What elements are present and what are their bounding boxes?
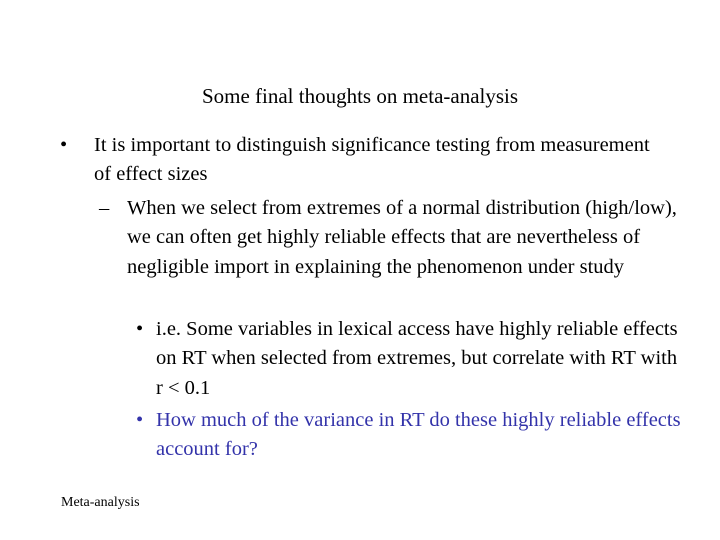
bullet-level3-question bbox=[136, 406, 686, 465]
bullet-text: i.e. Some variables in lexical access have highly reliable effects on RT when selected from extremes, but correlate with RT with r < 0.1 bbox=[156, 318, 678, 399]
bullet-marker: • bbox=[136, 318, 144, 340]
bullet-text: It is important to distinguish significance testing from measurement of effect sizes bbox=[94, 134, 650, 186]
slide-footer: Meta-analysis bbox=[61, 495, 140, 510]
bullet-level3-example bbox=[136, 315, 686, 403]
bullet-level1 bbox=[60, 131, 654, 190]
bullet-text: How much of the variance in RT do these highly reliable effects account for? bbox=[156, 409, 681, 461]
slide-title: Some final thoughts on meta-analysis bbox=[201, 84, 519, 108]
bullet-text: When we select from extremes of a normal distribution (high/low), we can often get highly reliable effects that are nevertheless of negligible import in explaining the phenomenon under study bbox=[127, 197, 677, 278]
bullet-marker: • bbox=[136, 409, 144, 431]
bullet-level2 bbox=[99, 194, 687, 282]
bullet-marker: • bbox=[60, 134, 68, 156]
dash-marker: – bbox=[99, 197, 110, 219]
